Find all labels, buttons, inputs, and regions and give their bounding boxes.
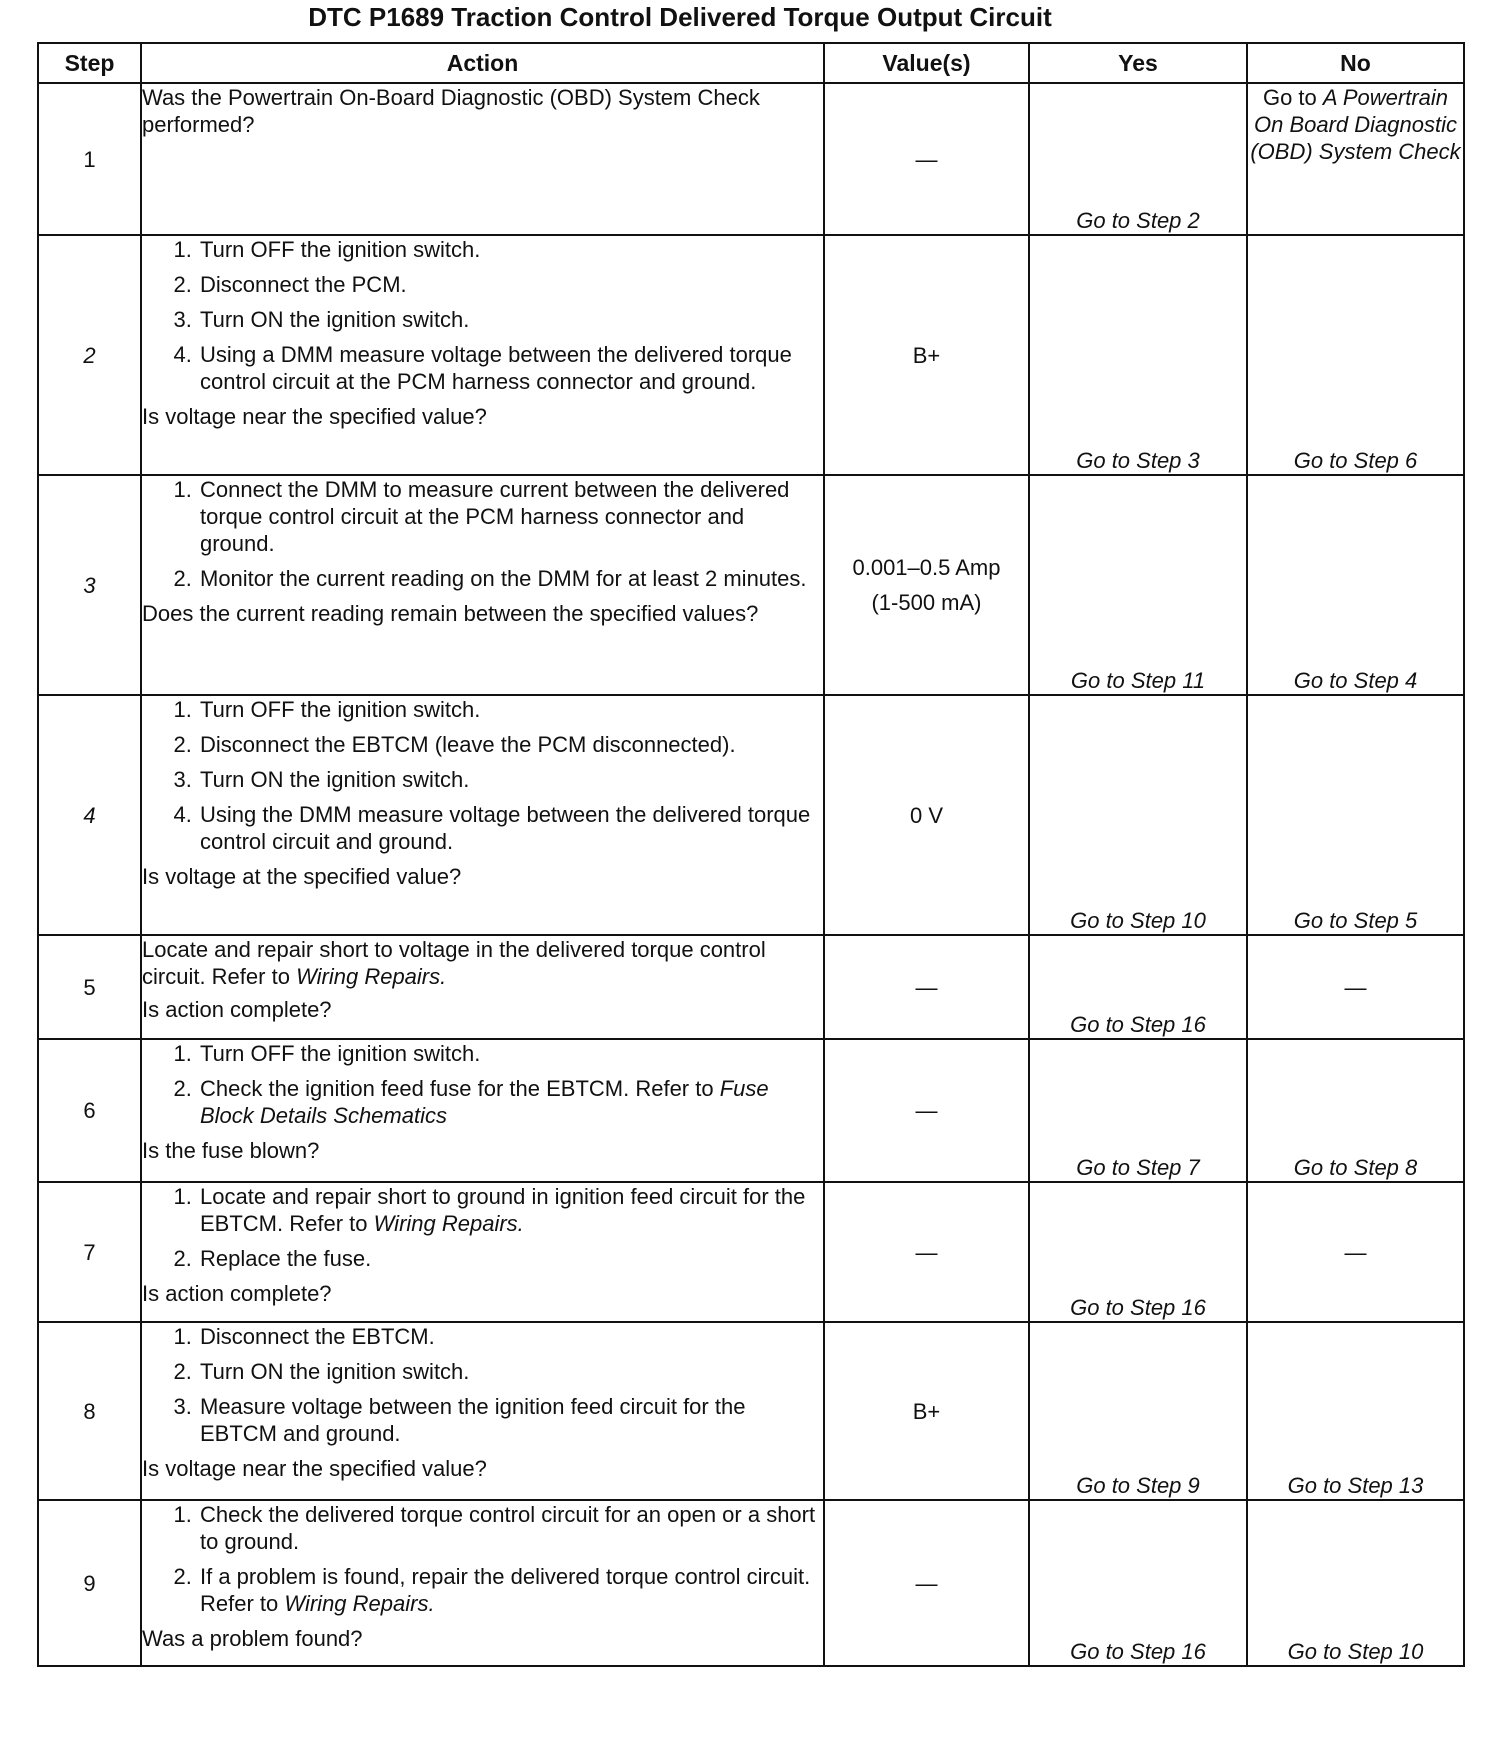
step-number: 2 [38, 235, 141, 475]
action-step: 1. Disconnect the EBTCM. [198, 1323, 823, 1350]
action-step-text: Locate and repair short to ground in ignition feed circuit for the EBTCM. Refer to [200, 1184, 806, 1236]
value-line: 0.001–0.5 Amp [852, 555, 1001, 580]
action-question: Is voltage near the specified value? [142, 404, 487, 429]
reference-link: Wiring Repairs. [284, 1591, 435, 1616]
action-cell [141, 695, 824, 935]
header-step: Step [38, 43, 141, 83]
no-cell: Go to Step 6 [1247, 235, 1464, 475]
action-cell [141, 1500, 824, 1666]
action-step [198, 1563, 823, 1617]
action-step: 3. Turn ON the ignition switch. [198, 306, 823, 333]
action-question: Does the current reading remain between the specified values? [142, 601, 759, 626]
action-question: Is action complete? [142, 997, 332, 1022]
action-step: 1. Turn OFF the ignition switch. [198, 236, 823, 263]
value-cell: B+ [824, 235, 1029, 475]
no-cell: Go to Step 13 [1247, 1322, 1464, 1500]
action-step: 3. Turn ON the ignition switch. [198, 766, 823, 793]
step-number: 4 [38, 695, 141, 935]
action-cell [141, 1182, 824, 1322]
action-step [198, 1183, 823, 1237]
yes-cell: Go to Step 7 [1029, 1039, 1247, 1182]
value-cell: — [824, 1182, 1029, 1322]
table-header-row [38, 43, 1464, 83]
action-cell [141, 935, 824, 1039]
yes-cell: Go to Step 2 [1029, 83, 1247, 235]
value-cell [824, 475, 1029, 695]
value-cell: — [824, 1500, 1029, 1666]
value-cell: B+ [824, 1322, 1029, 1500]
action-step-text: If a problem is found, repair the delivered torque control circuit. Refer to [200, 1564, 811, 1616]
action-step: 2. Disconnect the PCM. [198, 271, 823, 298]
no-cell: Go to Step 4 [1247, 475, 1464, 695]
yes-cell: Go to Step 10 [1029, 695, 1247, 935]
step-number: 8 [38, 1322, 141, 1500]
action-step: 4. Using a DMM measure voltage between the delivered torque control circuit at the PCM harness connector and ground. [198, 341, 823, 395]
action-step: 2. Monitor the current reading on the DMM for at least 2 minutes. [198, 565, 823, 592]
action-step: 2. Replace the fuse. [198, 1245, 823, 1272]
action-step: 1. Turn OFF the ignition switch. [198, 696, 823, 723]
yes-cell: Go to Step 11 [1029, 475, 1247, 695]
value-line: (1-500 mA) [871, 590, 982, 615]
action-steps [142, 1323, 823, 1447]
no-cell: — [1247, 935, 1464, 1039]
action-step: 2. Disconnect the EBTCM (leave the PCM disconnected). [198, 731, 823, 758]
yes-cell: Go to Step 9 [1029, 1322, 1247, 1500]
document-title: DTC P1689 Traction Control Delivered Torque Output Circuit [308, 2, 1052, 32]
value-cell: — [824, 935, 1029, 1039]
table-row [38, 1182, 1464, 1322]
value-cell: — [824, 83, 1029, 235]
action-question: Is voltage near the specified value? [142, 1456, 487, 1481]
action-text-body: Locate and repair short to voltage in the delivered torque control circuit. Refer to [142, 937, 766, 989]
action-step: 1. Check the delivered torque control circuit for an open or a short to ground. [198, 1501, 823, 1555]
action-step [198, 1075, 823, 1129]
action-question: Is voltage at the specified value? [142, 864, 462, 889]
yes-cell: Go to Step 16 [1029, 1500, 1247, 1666]
no-cell: Go to Step 5 [1247, 695, 1464, 935]
action-step: 4. Using the DMM measure voltage between the delivered torque control circuit and ground. [198, 801, 823, 855]
action-step: 3. Measure voltage between the ignition feed circuit for the EBTCM and ground. [198, 1393, 823, 1447]
action-cell [141, 83, 824, 235]
action-step-text: Check the ignition feed fuse for the EBTCM. Refer to [200, 1076, 714, 1101]
action-text: Was the Powertrain On-Board Diagnostic (OBD) System Check performed? [142, 85, 760, 137]
no-cell [1247, 83, 1464, 235]
action-step: 2. Turn ON the ignition switch. [198, 1358, 823, 1385]
header-action: Action [141, 43, 824, 83]
step-number: 7 [38, 1182, 141, 1322]
yes-cell: Go to Step 3 [1029, 235, 1247, 475]
table-row [38, 935, 1464, 1039]
table-row [38, 1500, 1464, 1666]
reference-link: Fuse Block Details Schematics [200, 1076, 769, 1128]
yes-cell: Go to Step 16 [1029, 935, 1247, 1039]
no-link: A Powertrain On Board Diagnostic (OBD) System Check [1250, 85, 1461, 164]
action-step: 1. Turn OFF the ignition switch. [198, 1040, 823, 1067]
action-cell [141, 235, 824, 475]
step-number: 6 [38, 1039, 141, 1182]
action-steps [142, 236, 823, 395]
header-no: No [1247, 43, 1464, 83]
action-steps [142, 1040, 823, 1129]
action-question: Is action complete? [142, 1281, 332, 1306]
no-cell: Go to Step 8 [1247, 1039, 1464, 1182]
action-question: Is the fuse blown? [142, 1138, 320, 1163]
action-cell [141, 475, 824, 695]
value-cell: — [824, 1039, 1029, 1182]
table-row [38, 235, 1464, 475]
step-number: 5 [38, 935, 141, 1039]
action-steps [142, 696, 823, 855]
step-number: 9 [38, 1500, 141, 1666]
header-values: Value(s) [824, 43, 1029, 83]
diagnostic-table [37, 42, 1465, 1667]
no-cell: — [1247, 1182, 1464, 1322]
step-number: 1 [38, 83, 141, 235]
table-row [38, 1039, 1464, 1182]
action-step: 1. Connect the DMM to measure current between the delivered torque control circuit at the PCM harness connector and ground. [198, 476, 823, 557]
reference-link: Wiring Repairs. [296, 964, 447, 989]
table-row [38, 475, 1464, 695]
table-row [38, 1322, 1464, 1500]
reference-link: Wiring Repairs. [373, 1211, 524, 1236]
action-steps [142, 476, 823, 592]
action-steps [142, 1501, 823, 1617]
action-question: Was a problem found? [142, 1626, 363, 1651]
value-cell: 0 V [824, 695, 1029, 935]
step-number: 3 [38, 475, 141, 695]
table-row [38, 695, 1464, 935]
action-steps [142, 1183, 823, 1272]
action-cell [141, 1322, 824, 1500]
header-yes: Yes [1029, 43, 1247, 83]
yes-cell: Go to Step 16 [1029, 1182, 1247, 1322]
action-text [142, 936, 823, 990]
no-cell: Go to Step 10 [1247, 1500, 1464, 1666]
no-prefix: Go to [1262, 85, 1317, 110]
table-row [38, 83, 1464, 235]
action-cell [141, 1039, 824, 1182]
